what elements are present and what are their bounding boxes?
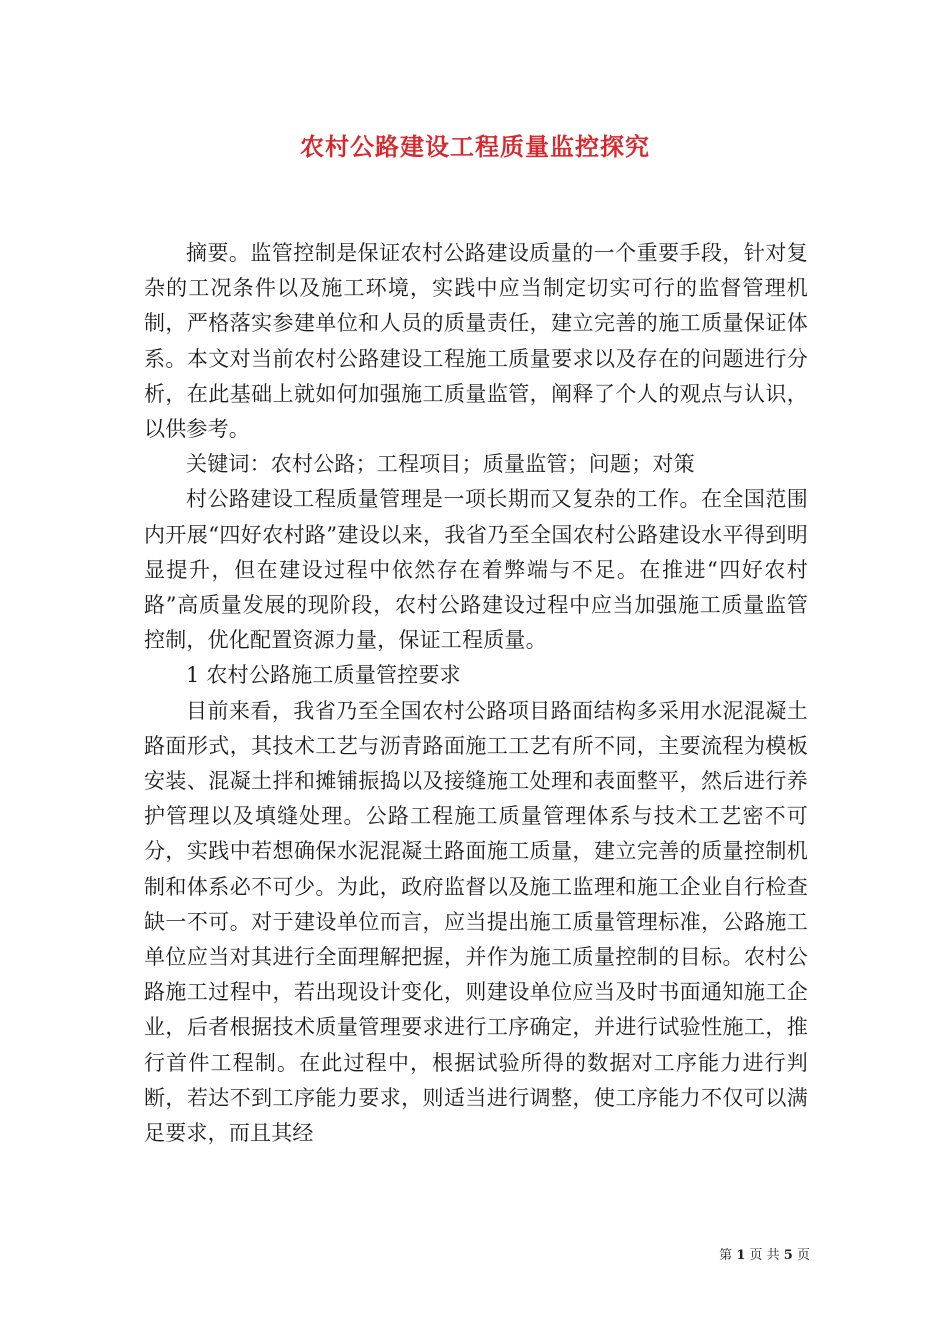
intro-paragraph: 村公路建设工程质量管理是一项长期而又复杂的工作。在全国范围内开展“四好农村路”建设以来，我省乃至全国农村公路建设水平得到明显提升，但在建设过程中依然存在着弊端与不足。在推进“四好农村路”高质量发展的现阶段，农村公路建设过程中应当加强施工质量监管控制，优化配置资源力量，保证工程质量。	[144, 487, 808, 653]
document-title: 农村公路建设工程质量监控探究	[300, 132, 650, 161]
section-heading: 1 农村公路施工质量管控要求	[186, 663, 461, 688]
footer-suffix: 页	[796, 1248, 810, 1263]
keywords-paragraph: 关键词：农村公路；工程项目；质量监管；问题；对策	[186, 452, 695, 477]
abstract-paragraph: 摘要。监管控制是保证农村公路建设质量的一个重要手段，针对复杂的工况条件以及施工环境，实践中应当制定切实可行的监督管理机制，严格落实参建单位和人员的质量责任，建立完善的施工质量保证体系。本文对当前农村公路建设工程施工质量要求以及存在的问题进行分析，在此基础上就如何加强施工质量监管，阐释了个人的观点与认识，以供参考。	[144, 241, 808, 442]
footer-middle: 页 共	[749, 1248, 780, 1263]
section-paragraph: 目前来看，我省乃至全国农村公路项目路面结构多采用水泥混凝土路面形式，其技术工艺与沥青路面施工工艺有所不同，主要流程为模板安装、混凝土拌和摊铺振捣以及接缝施工处理和表面整平，然后进行养护管理以及填缝处理。公路工程施工质量管理体系与技术工艺密不可分，实践中若想确保水泥混凝土路面施工质量，建立完善的质量控制机制和体系必不可少。为此，政府监督以及施工监理和施工企业自行检查缺一不可。对于建设单位而言，应当提出施工质量管理标准，公路施工单位应当对其进行全面理解把握，并作为施工质量控制的目标。农村公路施工过程中，若出现设计变化，则建设单位应当及时书面通知施工企业，后者根据技术质量管理要求进行工序确定，并进行试验性施工，推行首件工程制。在此过程中，根据试验所得的数据对工序能力进行判断，若达不到工序能力要求，则适当进行调整，使工序能力不仅可以满足要求，而且其经	[144, 698, 808, 1146]
document-body	[144, 236, 808, 1151]
footer-prefix: 第	[719, 1248, 733, 1263]
page-footer	[650, 1244, 810, 1263]
footer-current-page: 1	[736, 1248, 746, 1263]
footer-total-pages: 5	[783, 1248, 793, 1263]
